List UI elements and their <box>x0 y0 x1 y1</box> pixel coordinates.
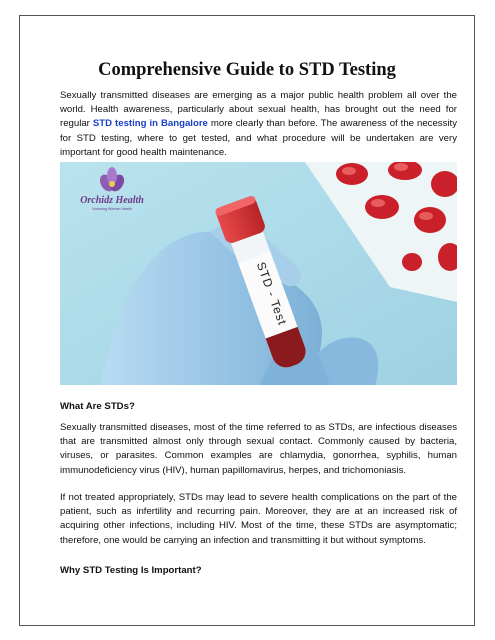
stds-definition-paragraph: Sexually transmitted diseases, most of the time referred to as STDs, are infectious diseases that are transmitted almost only through sexual contact. Commonly caused by bacteria, viruses, or parasites. Common examples are chlamydia, gonorrhea, syphilis, human immunodeficiency virus (HIV), human papillomavirus, herpes, and trichomoniasis. <box>60 422 457 476</box>
stds-risks-paragraph: If not treated appropriately, STDs may lead to severe health complications on the part of the patient, such as infertility and recurring pain. Moreover, they are at an increased risk of acquiring other infections, including HIV. Most of the time, these STDs are asymptomatic; therefore, one would be carrying an infection and transmitting it but without symptoms. <box>60 492 457 546</box>
page-title: Comprehensive Guide to STD Testing <box>98 60 396 80</box>
std-test-photo <box>60 162 457 385</box>
section-heading-why-testing: Why STD Testing Is Important? <box>60 565 202 576</box>
tube-label: STD - Test <box>253 260 290 328</box>
intro-text-2: more clearly than before. The awareness of the necessity for STD testing, where to get tested, and what procedure will be undertaken are very important for good health maintenance. <box>60 118 457 158</box>
logo-name: Orchidz Health <box>80 195 144 206</box>
document-page <box>19 15 475 626</box>
intro-text-1: Sexually transmitted diseases are emerging as a major public health problem all over the world. Health awareness, particularly about sexual health, has brought out the need for regular <box>60 90 457 130</box>
section-heading-what-are-stds: What Are STDs? <box>60 401 135 412</box>
intro-paragraph <box>60 89 457 160</box>
logo-tagline: Nurturing Women Health <box>92 207 132 211</box>
std-testing-link[interactable]: STD testing in Bangalore <box>92 118 208 130</box>
